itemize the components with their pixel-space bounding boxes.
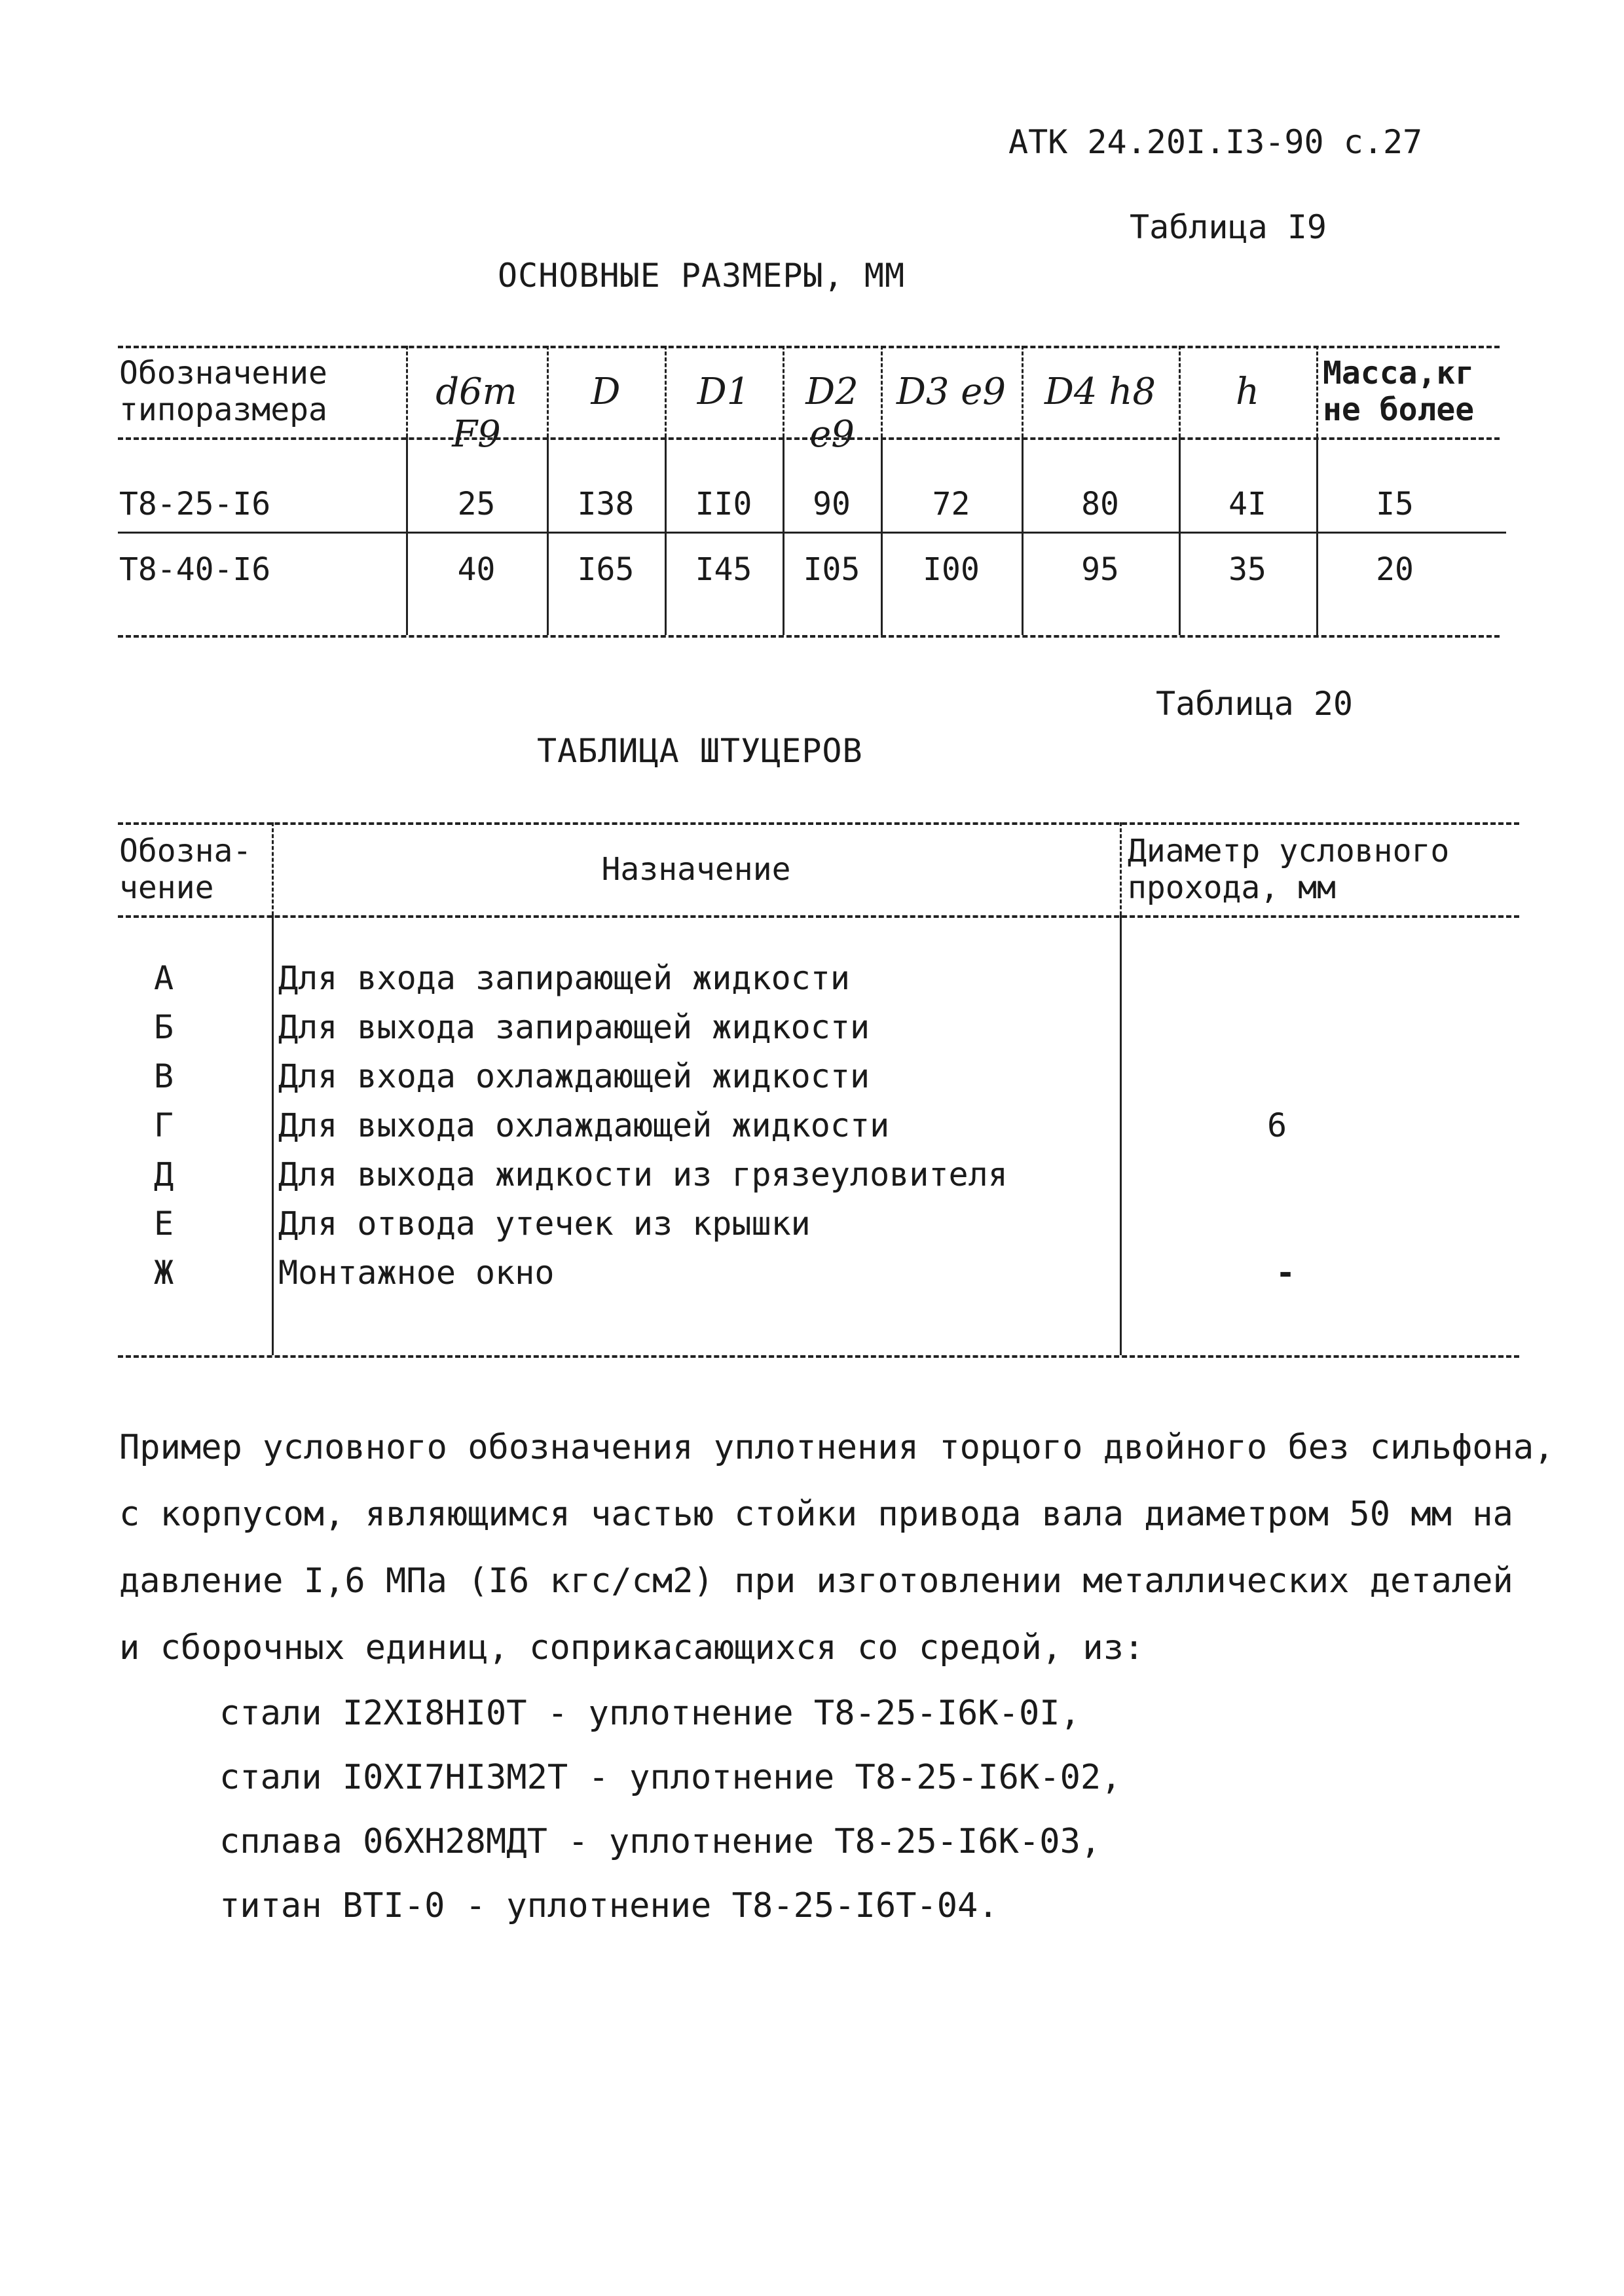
table19-cell: 95 (1081, 551, 1119, 588)
table20-vrule (1120, 822, 1122, 915)
example-paragraph (119, 1414, 1554, 1681)
table19-header-c1: d6m F9 (435, 371, 517, 456)
table19-vrule (406, 346, 408, 437)
table19-cell: I00 (923, 551, 980, 588)
table19-vrule (1316, 346, 1318, 437)
table20-code: Б (154, 1008, 174, 1046)
header-line: типоразмера (119, 392, 327, 428)
table19-header-mass (1323, 355, 1474, 428)
table20-purpose: Для входа запирающей жидкости (278, 959, 850, 997)
table19-cell: I45 (695, 551, 752, 588)
table19-vrule (665, 437, 667, 635)
table20-purpose: Для входа охлаждающей жидкости (278, 1057, 870, 1095)
table19-vrule (665, 346, 667, 437)
table19-header-c2: D (591, 371, 621, 413)
table19-cell-name: Т8-25-I6 (119, 486, 271, 522)
table20-header-designation (119, 833, 251, 906)
example-material-item: титан BTI-0 - уплотнение Т8-25-I6Т-04. (219, 1886, 999, 1925)
table19-bottom-rule (118, 635, 1500, 638)
table20-purpose: Для отвода утечек из крышки (278, 1205, 811, 1243)
table19-cell: I65 (577, 551, 635, 588)
table19-vrule (881, 437, 883, 635)
table19-vrule (881, 346, 883, 437)
header-line: Масса,кг (1323, 355, 1475, 392)
table20-code: Г (154, 1106, 174, 1144)
header-line: не более (1323, 392, 1475, 428)
table20-vrule (272, 915, 274, 1355)
table20-diameter-dash: - (1276, 1254, 1296, 1292)
table19-vrule (1022, 346, 1024, 437)
table19-cell-mass: 20 (1376, 551, 1414, 588)
table19-vrule (1022, 437, 1024, 635)
table19-header-designation (119, 355, 327, 428)
table19-header-c3: D1 (697, 371, 750, 413)
table20-vrule (1120, 915, 1122, 1355)
table19-vrule (1179, 346, 1181, 437)
example-line: давление I,6 МПа (I6 кгс/см2) при изготовлении металлических деталей (119, 1561, 1513, 1601)
example-material-item: сплава 06XH28МДТ - уплотнение Т8-25-I6К-03, (219, 1822, 1101, 1861)
example-material-item: стали I2XI8HI0T - уплотнение Т8-25-I6К-0I, (219, 1694, 1080, 1733)
table19-cell: I38 (577, 486, 635, 522)
example-line: и сборочных единиц, соприкасающихся со средой, из: (119, 1628, 1145, 1667)
table20-purpose: Для выхода жидкости из грязеуловителя (278, 1156, 1008, 1194)
table20-purpose: Для выхода охлаждающей жидкости (278, 1106, 890, 1144)
header-line: Диаметр условного (1128, 833, 1450, 869)
table19-vrule (547, 346, 549, 437)
table20-top-rule (118, 822, 1519, 825)
table20-caption: Таблица 20 (1156, 685, 1354, 723)
table20-code: Д (154, 1156, 174, 1194)
table19-header-c6: D4 h8 (1044, 371, 1156, 413)
table19-row-rule (118, 532, 1506, 534)
example-material-item: стали I0XI7HI3M2T - уплотнение Т8-25-I6К-02, (219, 1758, 1122, 1797)
table19-cell: 80 (1081, 486, 1119, 522)
table19-cell: 72 (932, 486, 970, 522)
header-line: Обозначение (119, 355, 327, 392)
table19-top-rule (118, 346, 1500, 348)
table20-header-purpose: Назначение (601, 851, 791, 888)
table19-cell: 35 (1228, 551, 1266, 588)
table20-code: Е (154, 1205, 174, 1243)
table19-cell: 90 (813, 486, 851, 522)
table19-cell: II0 (695, 486, 752, 522)
table19-vrule (547, 437, 549, 635)
table20-bottom-rule (118, 1355, 1519, 1358)
table19-header-c7: h (1235, 371, 1260, 413)
table20-header-rule (118, 915, 1519, 918)
table20-code: В (154, 1057, 174, 1095)
table19-vrule (783, 437, 784, 635)
table19-cell: 40 (457, 551, 496, 588)
example-line: Пример условного обозначения уплотнения торцого двойного без сильфона, (119, 1428, 1555, 1467)
table19-cell: I05 (803, 551, 860, 588)
table19-vrule (1179, 437, 1181, 635)
table19-title: ОСНОВНЫЕ РАЗМЕРЫ, ММ (498, 257, 906, 295)
table20-purpose: Монтажное окно (278, 1254, 555, 1292)
table20-code: Ж (154, 1254, 174, 1292)
table19-header-c4: D2 e9 (805, 371, 858, 456)
table19-cell-name: Т8-40-I6 (119, 551, 271, 588)
table19-vrule (1316, 437, 1318, 635)
table19-header-c5: D3 e9 (896, 371, 1006, 413)
document-code: АТК 24.20I.I3-90 с.27 (1008, 123, 1423, 161)
example-line: с корпусом, являющимся частью стойки привода вала диаметром 50 мм на (119, 1495, 1513, 1534)
table19-vrule (406, 437, 408, 635)
header-line: Обозна- (119, 833, 252, 869)
table20-diameter-value: 6 (1267, 1106, 1287, 1144)
table20-code: А (154, 959, 174, 997)
table20-title: ТАБЛИЦА ШТУЦЕРОВ (537, 732, 863, 770)
table20-purpose: Для выхода запирающей жидкости (278, 1008, 870, 1046)
example-material-list (219, 1681, 1122, 1938)
header-line: чение (119, 869, 214, 906)
table20-header-diameter (1128, 833, 1449, 906)
table19-cell-mass: I5 (1376, 486, 1414, 522)
table19-caption: Таблица I9 (1130, 208, 1327, 246)
header-line: прохода, мм (1128, 869, 1336, 906)
table19-cell: 25 (457, 486, 496, 522)
table19-cell: 4I (1228, 486, 1266, 522)
